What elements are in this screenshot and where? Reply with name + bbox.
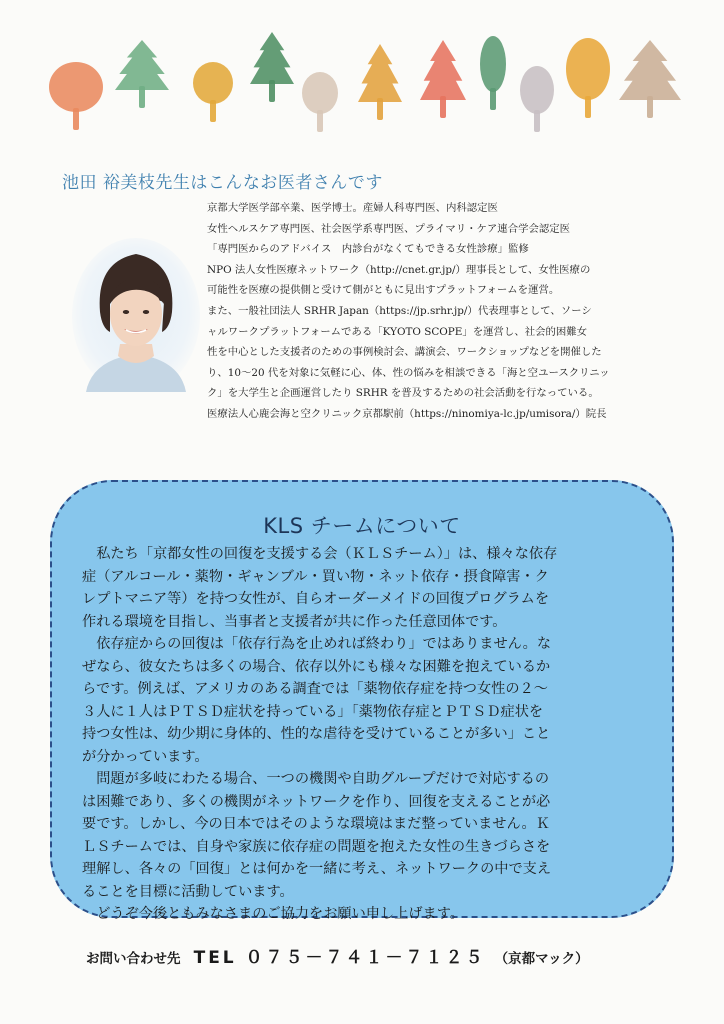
profile-line: ャルワークプラットフォームである「KYOTO SCOPE」を運営し、社会的困難女 <box>207 325 588 338</box>
profile-line: 女性ヘルスケア専門医、社会医学系専門医、プライマリ・ケア連合学会認定医 <box>207 222 571 235</box>
round-tree-icon <box>49 62 103 130</box>
kls-body <box>82 543 652 926</box>
kls-line: どうぞ今後ともみなさまのご協力をお願い申し上げます。 <box>82 906 464 922</box>
kls-line: らです。例えば、アメリカのある調査では「薬物依存症を持つ女性の２～ <box>82 681 548 697</box>
contact-label: お問い合わせ先 <box>86 951 181 967</box>
profile-line: 京都大学医学部卒業、医学博士。産婦人科専門医、内科認定医 <box>207 202 498 214</box>
kls-title: KLS チームについて <box>263 514 461 538</box>
round-tree-icon <box>193 62 233 122</box>
pine-tree-icon <box>250 32 294 102</box>
profile-text <box>207 198 685 425</box>
contact-line <box>86 943 646 968</box>
kls-line: が分かっています。 <box>82 748 209 765</box>
oval-tree-icon <box>480 36 506 110</box>
round-tree-icon <box>302 72 338 132</box>
profile-line: NPO 法人女性医療ネットワーク（http://cnet.gr.jp/）理事長として、女性医療の <box>207 263 591 276</box>
contact-phone: TEL ０７５－７４１－７１２５ <box>193 948 486 968</box>
kls-line: 理解し、各々の「回復」とは何かを一緒に考え、ネットワークの中で支え <box>82 861 552 877</box>
kls-line: は困難であり、多くの機関がネットワークを作り、回復を支えることが必 <box>82 793 551 810</box>
profile-line: 可能性を医療の提供側と受けて側がともに見出すプラットフォームを運営。 <box>207 284 560 297</box>
contact-note: （京都マック） <box>494 951 589 967</box>
pine-tree-icon <box>420 40 466 118</box>
profile-line: 性を中心とした支援者のための事例検討会、講演会、ワークショップなどを開催した <box>207 346 602 359</box>
pine-tree-icon <box>115 40 169 108</box>
profile-line: 「専門医からのアドバイス 内診台がなくてもできる女性診療」監修 <box>207 243 529 256</box>
kls-line: レプトマニア等）を持つ女性が、自らオーダーメイドの回復プログラムを <box>82 591 550 607</box>
kls-line: ぜなら、彼女たちは多くの場合、依存以外にも様々な困難を抱えているか <box>82 658 551 675</box>
profile-line: 医療法人心鹿会海と空クリニック京都駅前（https://ninomiya-lc.jp/umisora/）院長 <box>207 407 607 420</box>
kls-line: ３人に１人はＰＴＳＤ症状を持っている」「薬物依存症とＰＴＳＤ症状を <box>82 703 544 720</box>
kls-line: 作れる環境を目指し、当事者と支援者が共に作った任意団体です。 <box>82 613 507 630</box>
doctor-portrait <box>72 232 200 392</box>
kls-line: 要です。しかし、今の日本ではそのような環境はまだ整っていません。Ｋ <box>82 816 550 832</box>
kls-line: ＬＳチームでは、自身や家族に依存症の問題を抱えた女性の生きづらさを <box>82 838 551 855</box>
kls-line: 問題が多岐にわたる場合、一つの機関や自助グループだけで対応するの <box>82 771 550 787</box>
kls-line: 私たち「京都女性の回復を支援する会（ＫＬＳチーム）」は、様々な依存 <box>82 546 558 562</box>
kls-line: 依存症からの回復は「依存行為を止めれば終わり」ではありません。な <box>82 636 552 652</box>
profile-line: ク」を大学生と企画運営したり SRHR を普及するための社会活動を行なっている。 <box>207 387 599 400</box>
profile-line: り、10～20 代を対象に気軽に心、体、性の悩みを相談できる「海と空ユースクリニッ <box>207 366 610 379</box>
kls-line: 症（アルコール・薬物・ギャンブル・買い物・ネット依存・摂食障害・ク <box>82 568 549 585</box>
profile-heading: 池田 裕美枝先生はこんなお医者さんです <box>62 173 383 193</box>
pine-tree-icon <box>619 40 681 118</box>
round-tree-icon <box>566 38 610 118</box>
kls-line: ることを目標に活動しています。 <box>82 883 294 900</box>
tree-illustration-banner <box>0 0 724 150</box>
pine-tree-icon <box>358 44 402 120</box>
round-tree-icon <box>520 66 554 132</box>
kls-line: 持つ女性は、幼少期に身体的、性的な虐待を受けていることが多い」こと <box>82 726 551 742</box>
profile-line: また、一般社団法人 SRHR Japan（https://jp.srhr.jp/）代表理事として、ソーシ <box>207 304 592 317</box>
